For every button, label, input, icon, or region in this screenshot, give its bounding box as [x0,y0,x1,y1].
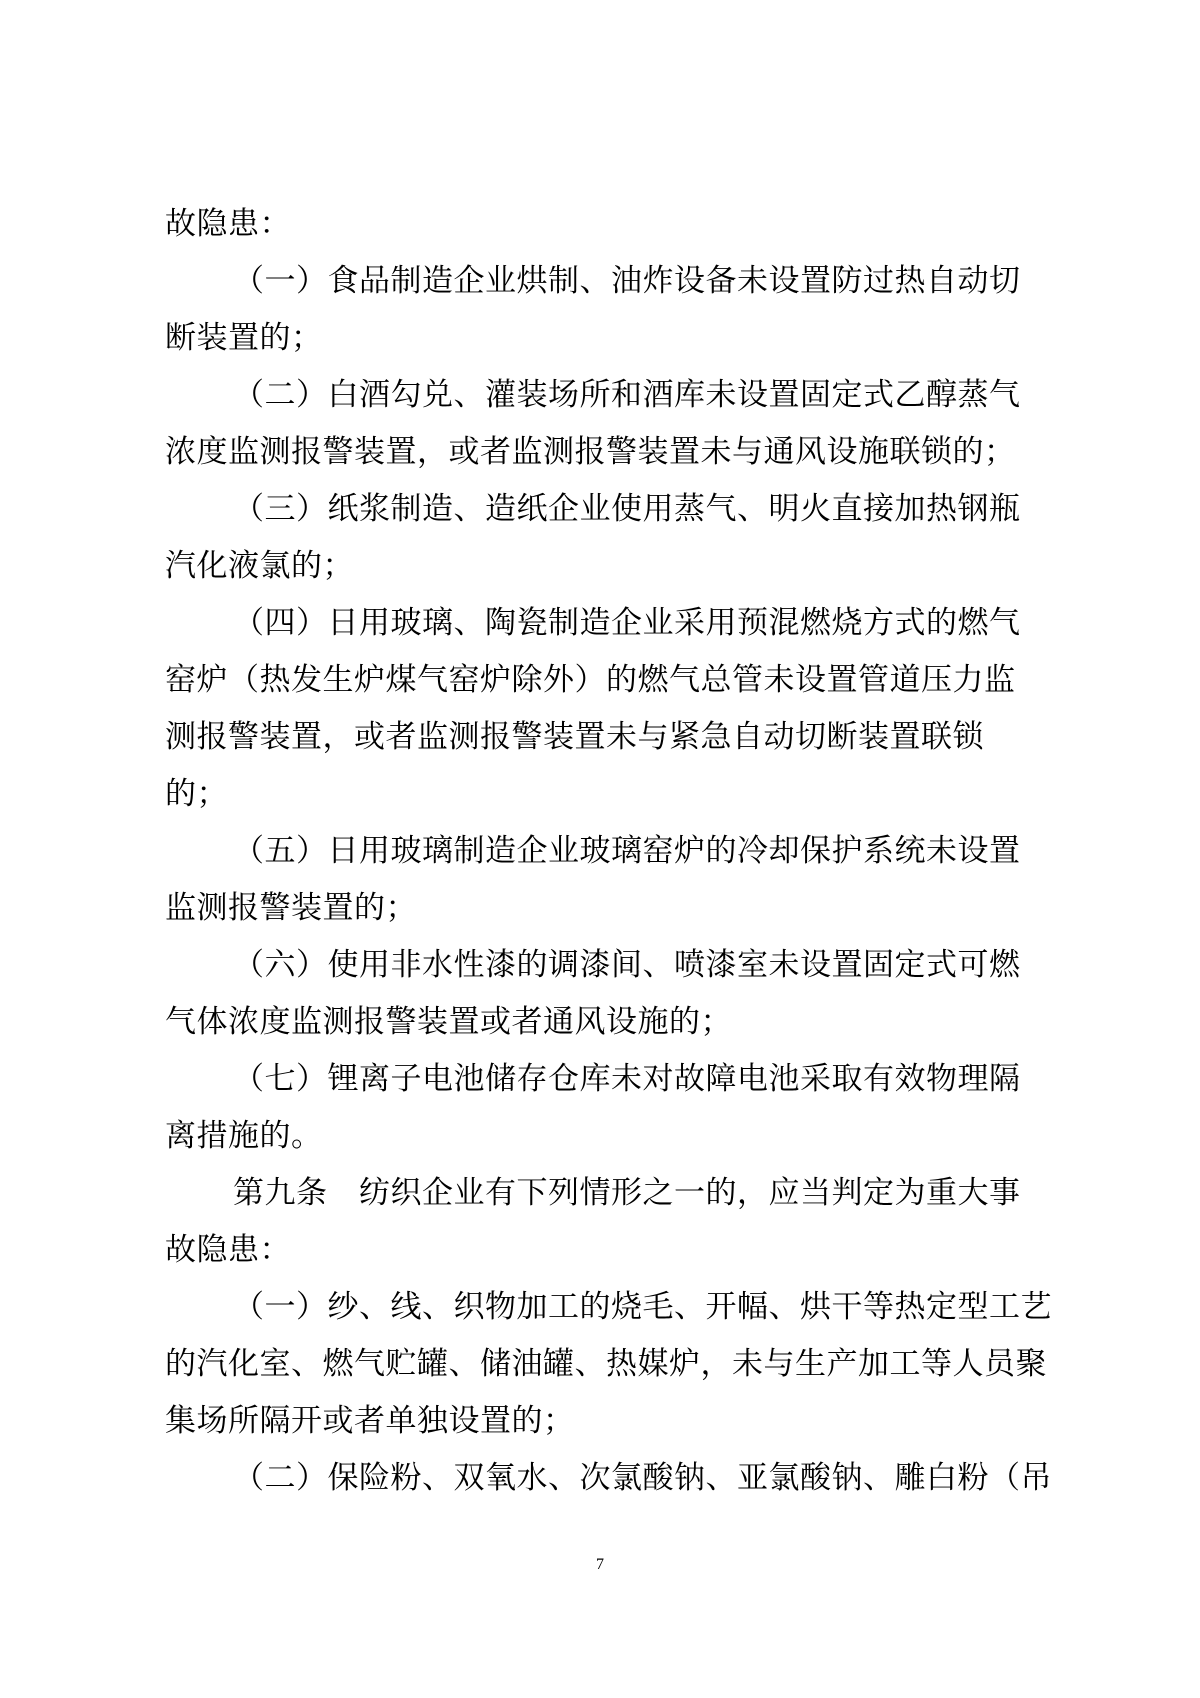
text-line: 测报警装置，或者监测报警装置未与紧急自动切断装置联锁 [165,719,984,755]
text-line: 第九条 纺织企业有下列情形之一的，应当判定为重大事 [233,1175,1021,1211]
text-line: 窑炉（热发生炉煤气窑炉除外）的燃气总管未设置管道压力监 [165,662,1016,698]
text-line: （四）日用玻璃、陶瓷制造企业采用预混燃烧方式的燃气 [233,605,1021,641]
text-line: （一）食品制造企业烘制、油炸设备未设置防过热自动切 [233,263,1021,299]
text-line: 的； [165,776,228,812]
text-line: （六）使用非水性漆的调漆间、喷漆室未设置固定式可燃 [233,947,1021,983]
text-line: 故隐患： [165,206,291,242]
page-number: 7 [596,1556,604,1573]
text-line: 故隐患： [165,1232,291,1268]
text-line: （二）保险粉、双氧水、次氯酸钠、亚氯酸钠、雕白粉（吊 [233,1460,1052,1496]
text-line: 浓度监测报警装置，或者监测报警装置未与通风设施联锁的； [165,434,1016,470]
text-line: 断装置的； [165,320,323,356]
text-line: 监测报警装置的； [165,890,417,926]
text-line: 气体浓度监测报警装置或者通风设施的； [165,1004,732,1040]
text-line: （七）锂离子电池储存仓库未对故障电池采取有效物理隔 [233,1061,1021,1097]
text-line: 汽化液氯的； [165,548,354,584]
text-line: 集场所隔开或者单独设置的； [165,1403,575,1439]
text-line: 的汽化室、燃气贮罐、储油罐、热媒炉，未与生产加工等人员聚 [165,1346,1047,1382]
text-line: （二）白酒勾兑、灌装场所和酒库未设置固定式乙醇蒸气 [233,377,1021,413]
body-text [165,196,1052,1507]
text-line: （三）纸浆制造、造纸企业使用蒸气、明火直接加热钢瓶 [233,491,1021,527]
text-line: （一）纱、线、织物加工的烧毛、开幅、烘干等热定型工艺 [233,1289,1052,1325]
text-line: （五）日用玻璃制造企业玻璃窑炉的冷却保护系统未设置 [233,833,1021,869]
text-line: 离措施的。 [165,1118,323,1154]
